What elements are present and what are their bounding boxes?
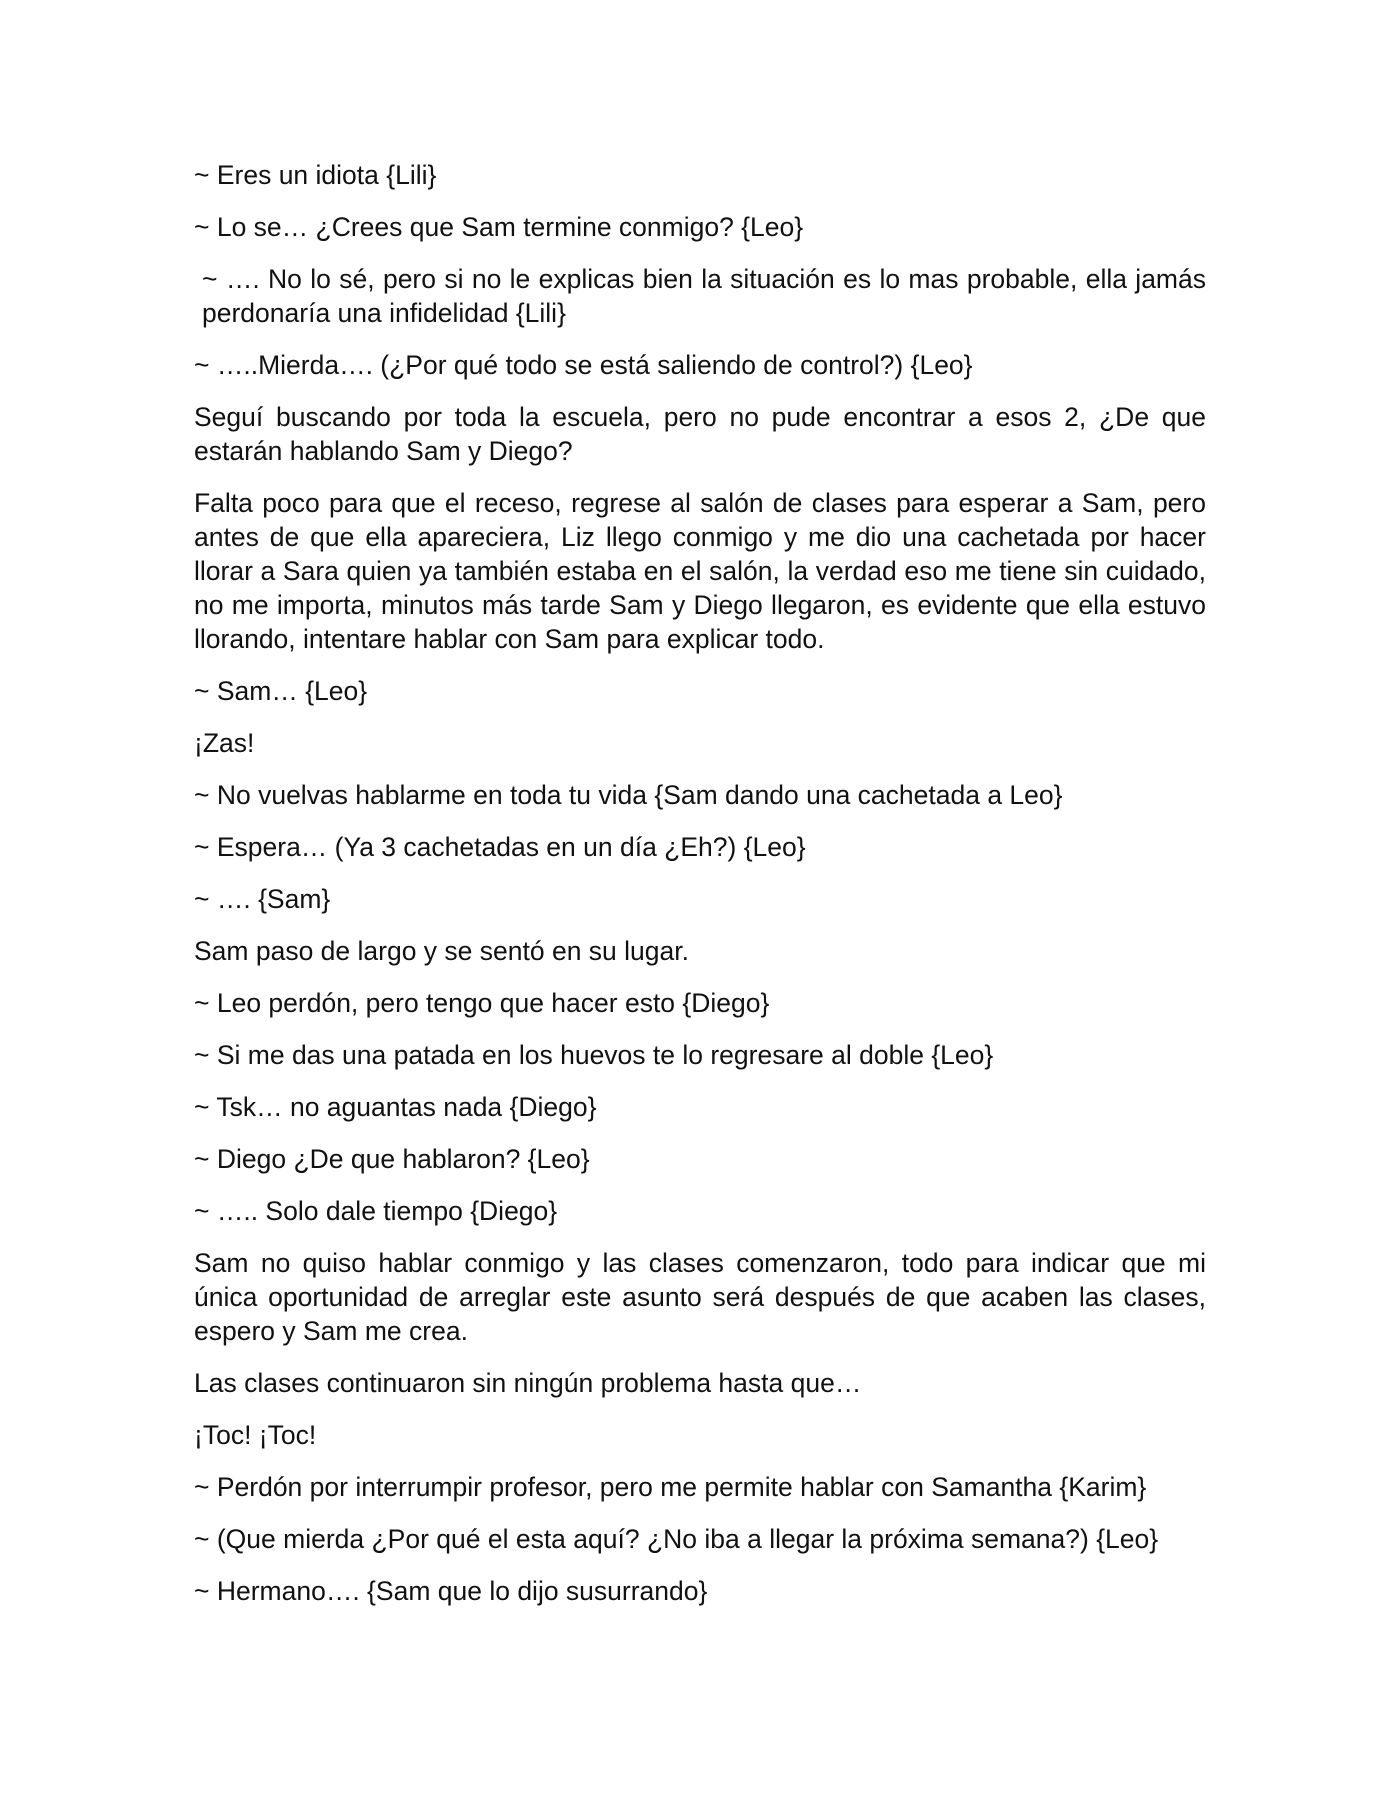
dialogue-line: ~ Diego ¿De que hablaron? {Leo} [194,1144,590,1174]
dialogue-line: ~ Espera… (Ya 3 cachetadas en un día ¿Eh?) {Leo} [194,832,806,862]
dialogue-line: ~ Tsk… no aguantas nada {Diego} [194,1092,597,1122]
narration-paragraph: Falta poco para que el receso, regrese al salón de clases para esperar a Sam, pero antes de que ella apareciera, Liz llego conmigo y me dio una cachetada por hacer llorar a Sara quien ya también estaba en el salón, la verdad eso me tiene sin cuidado, no me importa, minutos más tarde Sam y Diego llegaron, es evidente que ella estuvo llorando, intentare hablar con Sam para explicar todo. [194,488,1214,654]
dialogue-line: ~ ….. Solo dale tiempo {Diego} [194,1196,558,1226]
dialogue-line: ~ …. No lo sé, pero si no le explicas bien la situación es lo mas probable, ella jamás perdonaría una infidelidad {Lili} [202,264,1214,328]
narration-paragraph: Sam paso de largo y se sentó en su lugar. [194,936,689,966]
dialogue-line: ~ …..Mierda…. (¿Por qué todo se está saliendo de control?) {Leo} [194,350,973,380]
dialogue-line: ~ Hermano…. {Sam que lo dijo susurrando} [194,1576,708,1606]
narration-paragraph: Seguí buscando por toda la escuela, pero no pude encontrar a esos 2, ¿De que estarán hablando Sam y Diego? [194,402,1214,466]
dialogue-line: ~ Eres un idiota {Lili} [194,160,437,190]
dialogue-line: ~ (Que mierda ¿Por qué el esta aquí? ¿No iba a llegar la próxima semana?) {Leo} [194,1524,1159,1554]
dialogue-line: ~ Perdón por interrumpir profesor, pero me permite hablar con Samantha {Karim} [194,1472,1147,1502]
dialogue-line: ~ …. {Sam} [194,884,331,914]
dialogue-line: ~ Sam… {Leo} [194,676,368,706]
document-page [194,158,1214,1626]
narration-paragraph: Las clases continuaron sin ningún problema hasta que… [194,1368,862,1398]
dialogue-line: ~ Lo se… ¿Crees que Sam termine conmigo? {Leo} [194,212,804,242]
sound-effect: ¡Toc! ¡Toc! [194,1420,317,1450]
dialogue-line: ~ No vuelvas hablarme en toda tu vida {Sam dando una cachetada a Leo} [194,780,1063,810]
dialogue-line: ~ Si me das una patada en los huevos te lo regresare al doble {Leo} [194,1040,994,1070]
narration-paragraph: Sam no quiso hablar conmigo y las clases comenzaron, todo para indicar que mi única oportunidad de arreglar este asunto será después de que acaben las clases, espero y Sam me crea. [194,1248,1214,1346]
dialogue-line: ~ Leo perdón, pero tengo que hacer esto {Diego} [194,988,770,1018]
sound-effect: ¡Zas! [194,728,255,758]
